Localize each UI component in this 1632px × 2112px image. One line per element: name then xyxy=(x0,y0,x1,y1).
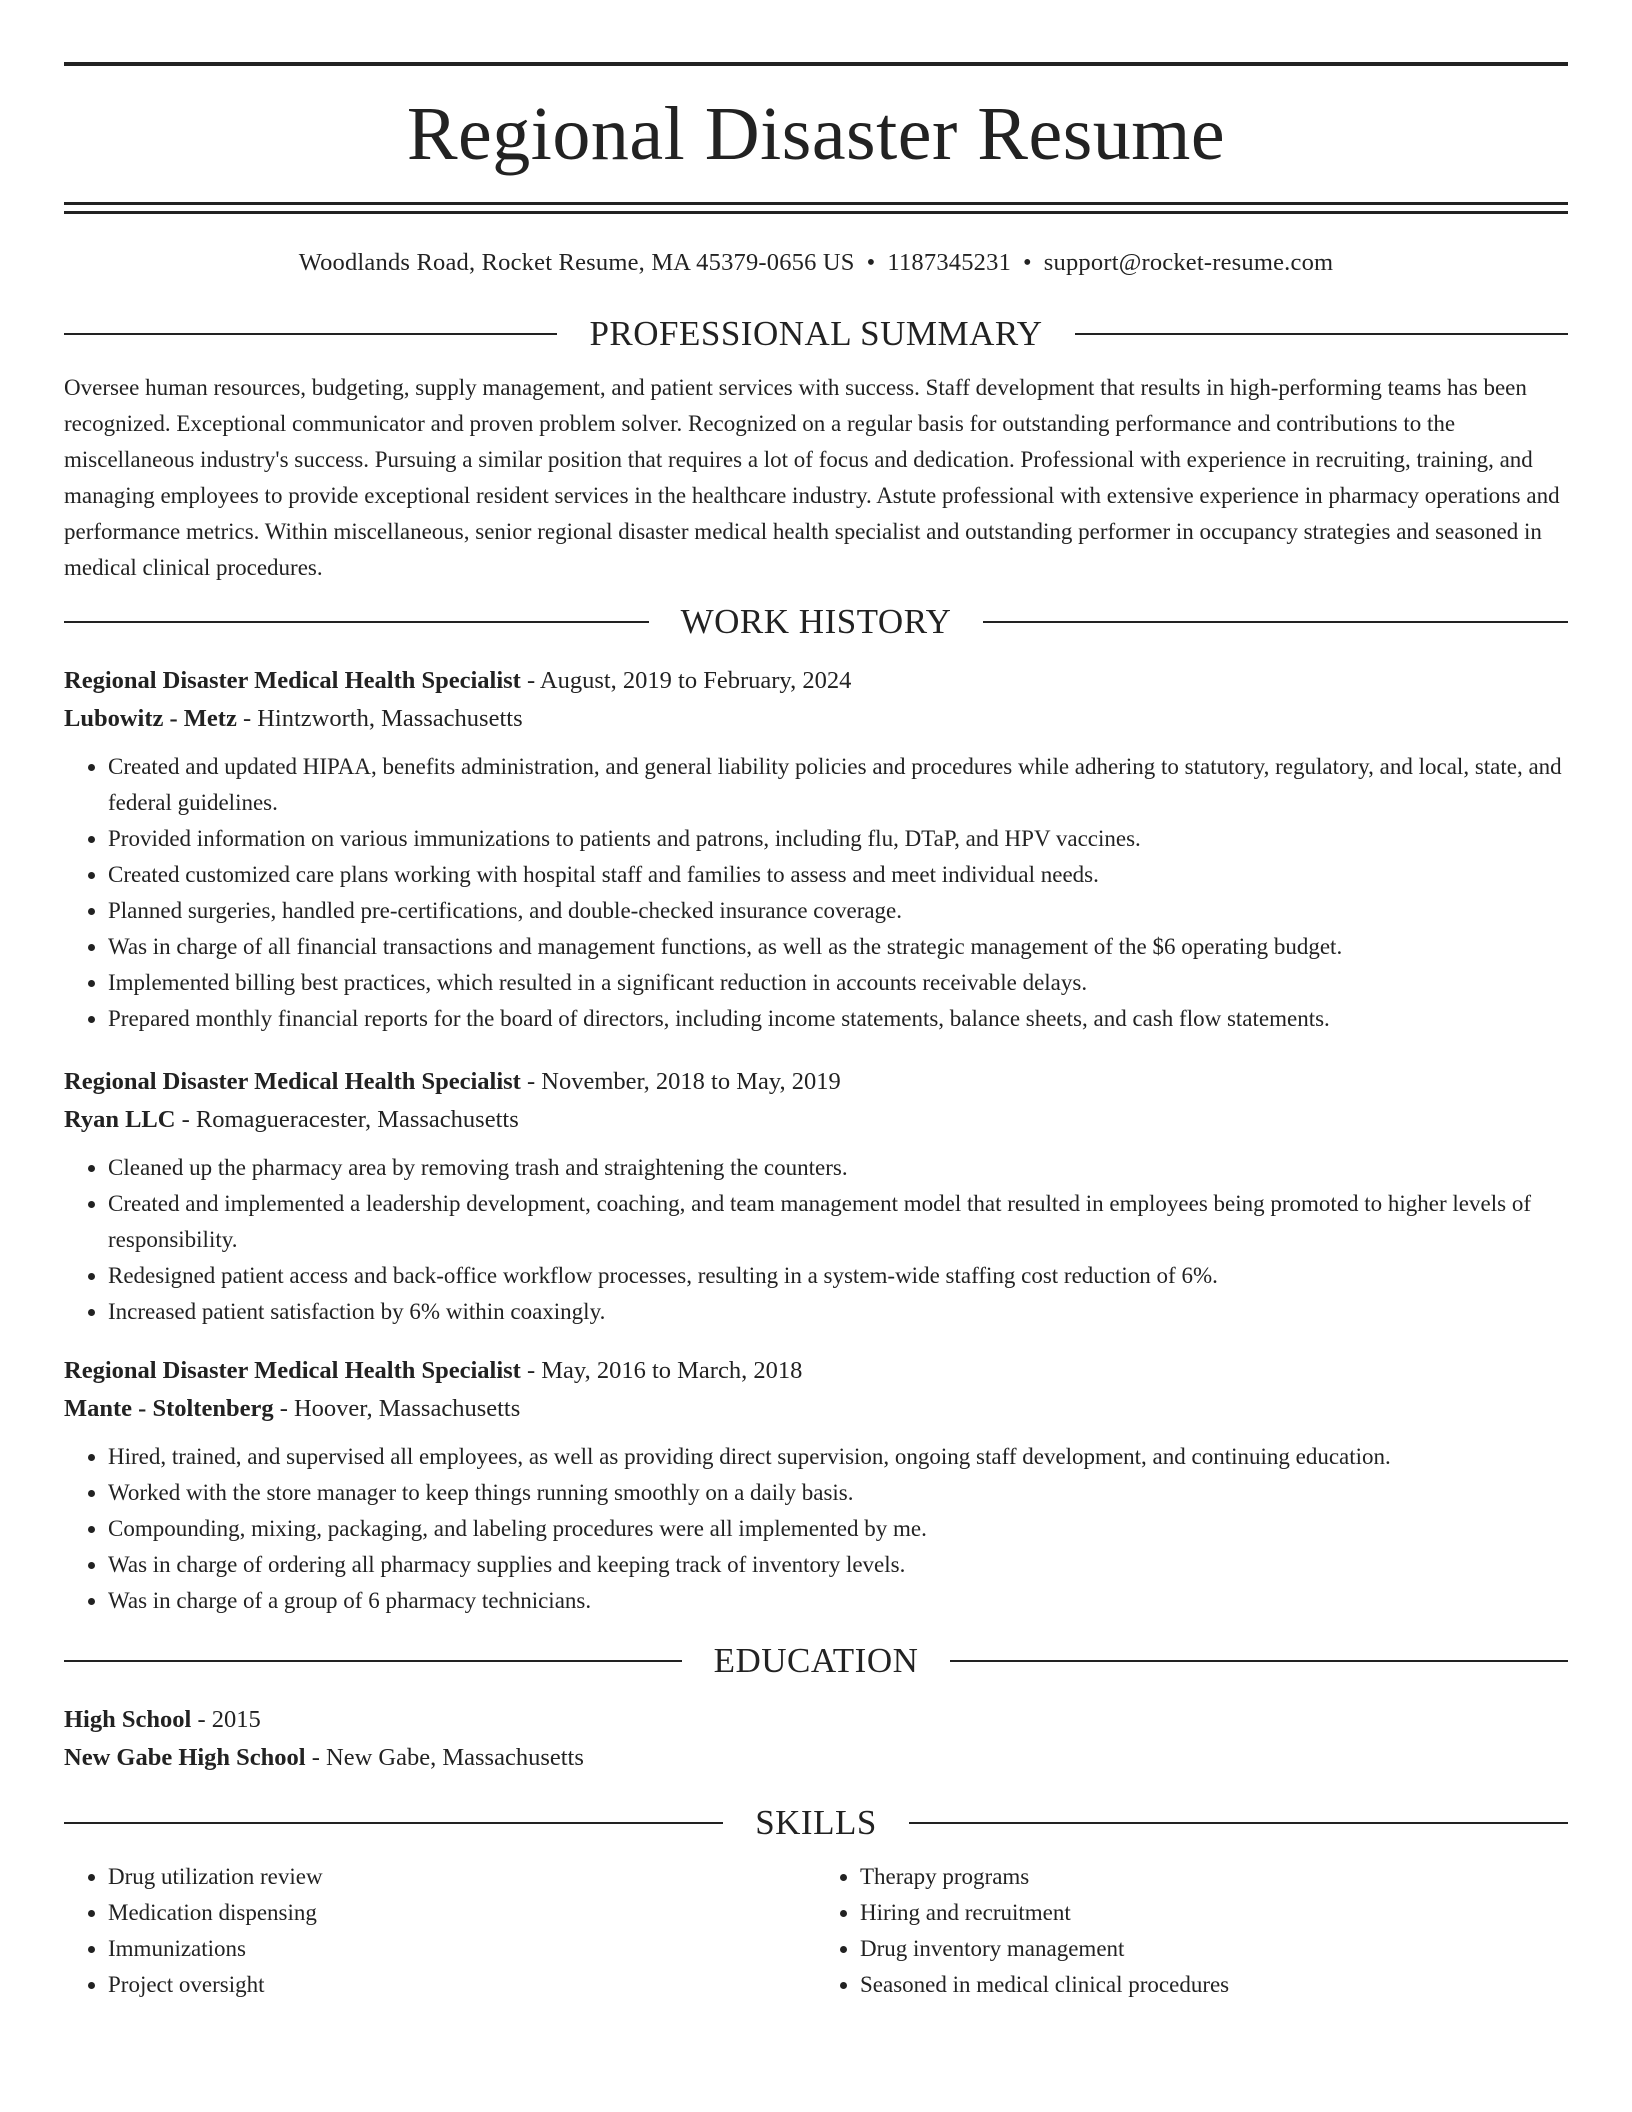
job-entry-1 xyxy=(64,662,1568,1037)
contact-address: Woodlands Road, Rocket Resume, MA 45379-0656 US xyxy=(298,249,855,276)
job-title-line xyxy=(64,1063,1568,1101)
heading-rule-right xyxy=(1075,333,1568,335)
skill-item: • Medication dispensing xyxy=(108,1895,816,1931)
education-school-line xyxy=(64,1739,1568,1777)
heading-rule-left xyxy=(64,333,557,335)
skill-item: • Seasoned in medical clinical procedures xyxy=(860,1967,1568,2003)
skills-heading xyxy=(64,1801,1568,1845)
heading-rule-right xyxy=(950,1660,1568,1662)
job-company: Lubowitz - Metz xyxy=(64,705,237,732)
skill-item: • Hiring and recruitment xyxy=(860,1895,1568,1931)
skill-item: • Immunizations xyxy=(108,1931,816,1967)
list-item: • Redesigned patient access and back-office workflow processes, resulting in a system-wide staffing cost reduction of 6%. xyxy=(108,1258,1568,1294)
list-item: • Was in charge of ordering all pharmacy supplies and keeping track of inventory levels. xyxy=(108,1547,1568,1583)
education-location: - New Gabe, Massachusetts xyxy=(305,1744,584,1771)
job-company-line xyxy=(64,1101,1568,1139)
list-item: • Was in charge of all financial transactions and management functions, as well as the strategic management of the $6 operating budget. xyxy=(108,929,1568,965)
summary-text: Oversee human resources, budgeting, supply management, and patient services with success. Staff development that results in high-performing teams has been recognized. Exceptional communicator and proven problem solver. Recognized on a regular basis for outstanding performance and contributions to the miscellaneous industry's success. Pursuing a similar position that requires a lot of focus and dedication. Professional with experience in recruiting, training, and managing employees to provide exceptional resident services in the healthcare industry. Astute professional with extensive experience in pharmacy operations and performance metrics. Within miscellaneous, senior regional disaster medical health specialist and outstanding performer in occupancy strategies and seasoned in medical clinical procedures. xyxy=(64,375,1560,580)
list-item: • Provided information on various immunizations to patients and patrons, including flu, DTaP, and HPV vaccines. xyxy=(108,821,1568,857)
list-item: • Implemented billing best practices, which resulted in a significant reduction in accounts receivable delays. xyxy=(108,965,1568,1001)
list-item: • Compounding, mixing, packaging, and labeling procedures were all implemented by me. xyxy=(108,1511,1568,1547)
job-company: Ryan LLC xyxy=(64,1106,176,1133)
education-heading xyxy=(64,1639,1568,1683)
skill-item: • Drug utilization review xyxy=(108,1859,816,1895)
summary-heading xyxy=(64,312,1568,356)
job-title-line xyxy=(64,662,1568,700)
skill-item: • Drug inventory management xyxy=(860,1931,1568,1967)
list-item: • Planned surgeries, handled pre-certifications, and double-checked insurance coverage. xyxy=(108,893,1568,929)
job-entry-2 xyxy=(64,1063,1568,1330)
job-title: Regional Disaster Medical Health Specialist xyxy=(64,1068,521,1095)
skills-list xyxy=(64,1859,1568,2003)
contact-separator: • xyxy=(866,249,876,276)
job-dates: - May, 2016 to March, 2018 xyxy=(520,1357,803,1384)
work-history-heading xyxy=(64,600,1568,644)
heading-rule-right xyxy=(983,621,1568,623)
section-title-work-history: WORK HISTORY xyxy=(680,602,952,641)
job-location: - Romagueracester, Massachusetts xyxy=(175,1106,519,1133)
job-company: Mante - Stoltenberg xyxy=(64,1395,274,1422)
resume-title: Regional Disaster Resume xyxy=(406,92,1226,176)
list-item: • Increased patient satisfaction by 6% within coaxingly. xyxy=(108,1294,1568,1330)
heading-rule-left xyxy=(64,1822,723,1824)
heading-rule-left xyxy=(64,621,649,623)
job-company-line xyxy=(64,700,1568,738)
list-item: • Created customized care plans working with hospital staff and families to assess and meet individual needs. xyxy=(108,857,1568,893)
skill-item: • Project oversight xyxy=(108,1967,816,2003)
skill-item: • Therapy programs xyxy=(860,1859,1568,1895)
job-entry-3 xyxy=(64,1352,1568,1619)
list-item: • Created and updated HIPAA, benefits administration, and general liability policies and procedures while adhering to statutory, regulatory, and local, state, and federal guidelines. xyxy=(108,749,1568,821)
skills-column-left xyxy=(64,1859,816,2003)
list-item: • Hired, trained, and supervised all employees, as well as providing direct supervision, ongoing staff development, and continuing education. xyxy=(108,1439,1568,1475)
contact-phone: 1187345231 xyxy=(887,249,1012,276)
job-title: Regional Disaster Medical Health Specialist xyxy=(64,667,521,694)
education-entry xyxy=(64,1701,1568,1777)
list-item: • Created and implemented a leadership development, coaching, and team management model that resulted in employees being promoted to higher levels of responsibility. xyxy=(108,1186,1568,1258)
contact-email[interactable]: support@rocket-resume.com xyxy=(1043,249,1334,276)
job-bullets xyxy=(64,749,1568,1037)
title-double-rule xyxy=(64,202,1568,214)
heading-rule-left xyxy=(64,1660,682,1662)
section-title-skills: SKILLS xyxy=(755,1803,877,1842)
education-degree-line xyxy=(64,1701,1568,1739)
list-item: • Worked with the store manager to keep things running smoothly on a daily basis. xyxy=(108,1475,1568,1511)
list-item: • Was in charge of a group of 6 pharmacy technicians. xyxy=(108,1583,1568,1619)
list-item: • Prepared monthly financial reports for the board of directors, including income statements, balance sheets, and cash flow statements. xyxy=(108,1001,1568,1037)
heading-rule-right xyxy=(909,1822,1568,1824)
education-year: - 2015 xyxy=(191,1706,261,1733)
education-degree: High School xyxy=(64,1706,192,1733)
contact-separator: • xyxy=(1023,249,1032,276)
job-company-line xyxy=(64,1390,1568,1428)
job-dates: - November, 2018 to May, 2019 xyxy=(520,1068,841,1095)
list-item: • Cleaned up the pharmacy area by removing trash and straightening the counters. xyxy=(108,1150,1568,1186)
resume-page xyxy=(64,0,1568,2003)
job-bullets xyxy=(64,1150,1568,1330)
section-title-education: EDUCATION xyxy=(713,1641,919,1680)
section-title-summary: PROFESSIONAL SUMMARY xyxy=(589,314,1043,353)
job-title: Regional Disaster Medical Health Specialist xyxy=(64,1357,521,1384)
job-dates: - August, 2019 to February, 2024 xyxy=(520,667,852,694)
skills-column-right xyxy=(816,1859,1568,2003)
job-location: - Hoover, Massachusetts xyxy=(273,1395,521,1422)
education-school: New Gabe High School xyxy=(64,1744,306,1771)
job-bullets xyxy=(64,1439,1568,1619)
job-location: - Hintzworth, Massachusetts xyxy=(236,705,523,732)
contact-line xyxy=(64,248,1568,278)
job-title-line xyxy=(64,1352,1568,1390)
